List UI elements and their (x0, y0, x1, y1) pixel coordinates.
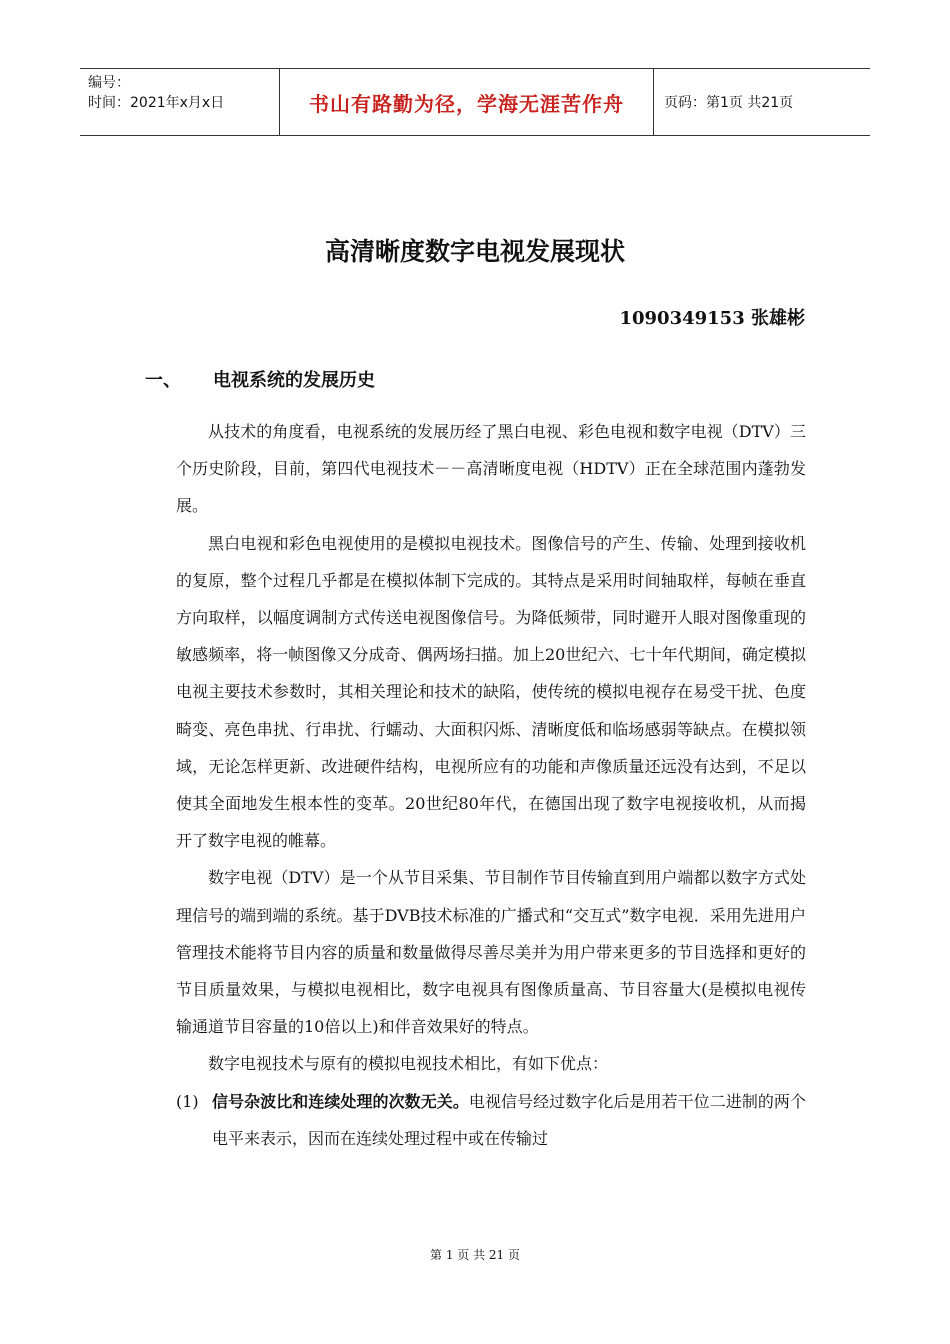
section-heading (145, 366, 375, 392)
paragraph: 从技术的角度看，电视系统的发展历经了黑白电视、彩色电视和数字电视（DTV）三个历史阶段，目前，第四代电视技术－－高清晰度电视（HDTV）正在全球范围内蓬勃发展。 (176, 422, 806, 516)
paragraph: 黑白电视和彩色电视使用的是模拟电视技术。图像信号的产生、传输、处理到接收机的复原，整个过程几乎都是在模拟体制下完成的。其特点是采用时间轴取样，每帧在垂直方向取样，以幅度调制方式传送电视图像信号。为降低频带，同时避开人眼对图像重现的敏感频率，将一帧图像又分成奇、偶两场扫描。加上20世纪六、七十年代期间，确定模拟电视主要技术参数时，其相关理论和技术的缺陷，使传统的模拟电视存在易受干扰、色度畸变、亮色串扰、行串扰、行蠕动、大面积闪烁、清晰度低和临场感弱等缺点。在模拟领域，无论怎样更新、改进硬件结构，电视所应有的功能和声像质量还远没有达到，不足以使其全面地发生根本性的变革。20世纪80年代，在德国出现了数字电视接收机，从而揭开了数字电视的帷幕。 (176, 533, 806, 851)
list-item-body: 电视信号经过数字化后是用若干位二进制的两个电平来表示，因而在连续处理过程中或在传输过 (212, 1091, 806, 1148)
date-label: 时间：2021年x月x日 (88, 95, 225, 111)
document-body (176, 413, 806, 1157)
header-page-info: 页码：第1页 共21页 (664, 95, 794, 111)
page-footer: 第 1 页 共 21 页 (430, 1248, 520, 1262)
page-header (80, 68, 870, 136)
header-meta (80, 69, 280, 135)
document-author: 1090349153 张雄彬 (619, 308, 805, 329)
section-number: 一、 (145, 370, 181, 391)
document-title: 高清晰度数字电视发展现状 (324, 237, 625, 266)
section-title: 电视系统的发展历史 (213, 370, 375, 391)
header-motto: 书山有路勤为径，学海无涯苦作舟 (280, 69, 654, 135)
list-item-bold: 信号杂波比和连续处理的次数无关。 (212, 1091, 469, 1111)
paragraph: 数字电视（DTV）是一个从节目采集、节目制作节目传输直到用户端都以数字方式处理信号的端到端的系统。基于DVB技术标准的广播式和“交互式”数字电视．采用先进用户管理技术能将节目内容的质量和数量做得尽善尽美并为用户带来更多的节目选择和更好的节目质量效果，与模拟电视相比，数字电视具有图像质量高、节目容量大(是模拟电视传输通道节目容量的10倍以上)和伴音效果好的特点。 (176, 868, 806, 1037)
list-item (176, 1083, 806, 1157)
list-marker: (1) (176, 1091, 199, 1111)
list-item-text (212, 1083, 806, 1157)
number-label: 编号： (88, 75, 130, 91)
paragraph: 数字电视技术与原有的模拟电视技术相比，有如下优点： (208, 1054, 609, 1074)
